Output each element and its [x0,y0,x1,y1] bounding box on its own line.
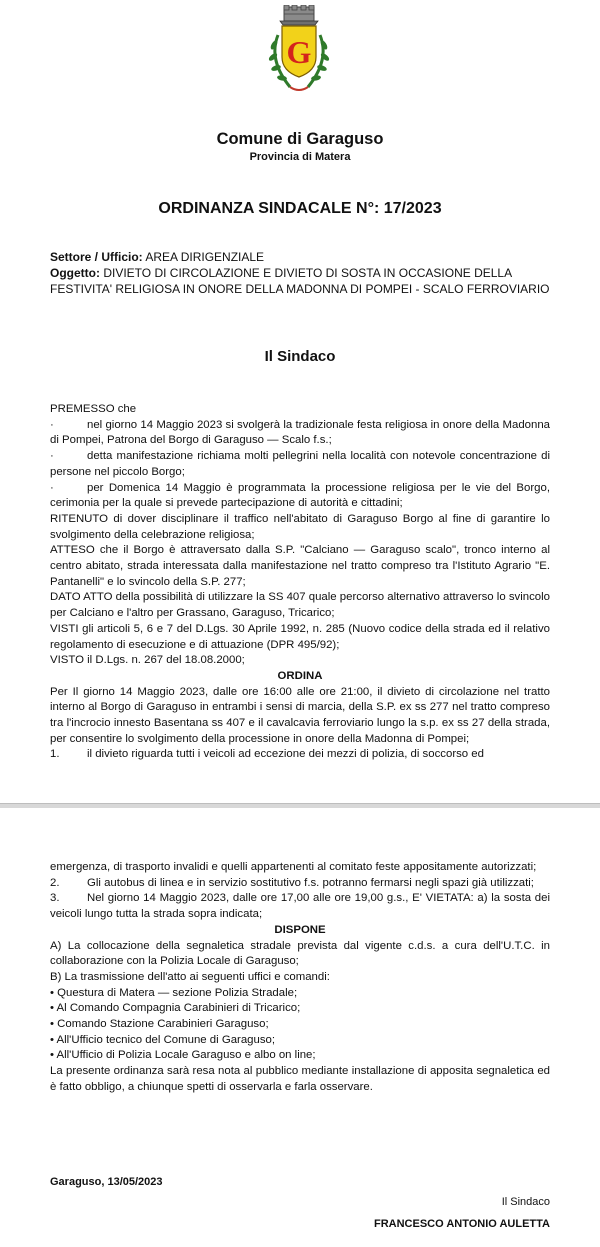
coat-of-arms-icon [262,5,336,105]
ritenuto-paragraph: RITENUTO di dover disciplinare il traffico nell'abitato di Garaguso Borgo al fine di garantire lo svolgimento della celebrazione religiosa; [50,512,550,541]
ordinance-title: ORDINANZA SINDACALE N°: 17/2023 [158,200,442,217]
premesso-item-3: · per Domenica 14 Maggio è programmata la processione religiosa per le vie del Borgo, cerimonia per la quale si prevede partecipazione di autorità e cittadini; [50,481,550,510]
recipient-item: • Questura di Matera — sezione Polizia Stradale; [50,986,298,999]
ordina-paragraph: Per Il giorno 14 Maggio 2023, dalle ore 16:00 alle ore 21:00, il divieto di circolazione nel tratto interno al Borgo di Garaguso in entrambi i sensi di marcia, della S.P. ex ss 277 nel tratto compreso tra l'incrocio innesto Basentana ss 407 e il cavalcavia ferroviario lungo la s.p. ex ss 27 della strada, per consentire lo svolgimento della processione in onore della Madonna di Pompei; [50,685,550,745]
dato-atto-paragraph: DATO ATTO della possibilità di utilizzare la SS 407 quale percorso alternativo attraverso lo svincolo per Calciano e l'altro per Grassano, Garaguso, Tricarico; [50,591,550,620]
recipient-item: • All'Ufficio di Polizia Locale Garaguso e albo on line; [50,1049,316,1062]
premesso-section [50,402,550,763]
premesso-label: PREMESSO che [50,403,137,415]
ordina-heading: ORDINA [277,669,323,682]
page2-body [50,860,550,1096]
signature-name: FRANCESCO ANTONIO AULETTA [374,1218,550,1230]
visti-paragraph: VISTI gli articoli 5, 6 e 7 del D.Lgs. 30 Aprile 1992, n. 285 (Nuovo codice della strada ed il relativo regolamento di esecuzione e di attuazione (DPR 495/92); [50,622,550,651]
dispone-heading: DISPONE [274,923,326,936]
oggetto-line [50,265,550,297]
svg-text:G: G [286,34,312,70]
recipient-item: • Comando Stazione Carabinieri Garaguso; [50,1018,269,1031]
settore-label: Settore / Ufficio: [50,250,143,264]
municipality-name: Comune di Garaguso [216,130,384,148]
ordina-item-1-cont: emergenza, di trasporto invalidi e quelli appartenenti al comitato feste appositamente autorizzati; [50,861,537,873]
atteso-paragraph: ATTESO che il Borgo è attraversato dalla S.P. "Calciano — Garaguso scalo", tronco interno al centro abitato, strada interessata dalla manifestazione nel tratto compreso tra l'Istituto Agrario "E. Pantanelli" e lo svincolo della S.P. 277; [50,544,550,588]
premesso-item-2: · detta manifestazione richiama molti pellegrini nella località con notevole concentrazione di persone nel piccolo Borgo; [50,450,550,478]
oggetto-value: DIVIETO DI CIRCOLAZIONE E DIVIETO DI SOSTA IN OCCASIONE DELLA FESTIVITA' RELIGIOSA IN ONORE DELLA MADONNA DI POMPEI - SCALO FERROVIARIO [50,266,550,296]
dispone-b: B) La trasmissione dell'atto ai seguenti uffici e comandi: [50,970,330,983]
sindaco-heading: Il Sindaco [264,348,336,365]
dispone-a: A) La collocazione della segnaletica stradale prevista dal vigente c.d.s. a cura dell'U.T.C. in collaborazione con la Polizia Locale di Garaguso; [50,939,550,968]
ordina-item-1-start: 1. il divieto riguarda tutti i veicoli ad eccezione dei mezzi di polizia, di soccorso ed [50,748,484,761]
ordina-item-3: 3. Nel giorno 14 Maggio 2023, dalle ore 17,00 alle ore 19,00 g.s., E' VIETATA: a) la sosta dei veicoli lungo tutta la strada sopra indicata; [50,892,550,921]
recipient-item: • All'Ufficio tecnico del Comune di Garaguso; [50,1033,276,1046]
oggetto-label: Oggetto: [50,266,100,280]
province-name: Provincia di Matera [249,151,351,163]
recipient-item: • Al Comando Compagnia Carabinieri di Tricarico; [50,1002,301,1015]
settore-value: AREA DIRIGENZIALE [145,250,265,264]
settore-line [50,249,550,265]
bullet: · [50,450,54,463]
premesso-item-1: · nel giorno 14 Maggio 2023 si svolgerà la tradizionale festa religiosa in onore della Madonna di Pompei, Patrona del Borgo di Garaguso — Scalo f.s.; [50,418,550,447]
signature-role: Il Sindaco [501,1196,550,1208]
meta-block [50,249,550,297]
ordina-item-2: 2. Gli autobus di linea e in servizio sostitutivo f.s. potranno fermarsi negli spazi già utilizzati; [50,876,534,889]
closing-paragraph: La presente ordinanza sarà resa nota al pubblico mediante installazione di apposita segnaletica ed è fatto obbligo, a chiunque spetti di osservarla e farla osservare. [50,1065,550,1093]
visto-paragraph: VISTO il D.Lgs. n. 267 del 18.08.2000; [50,654,245,667]
bullet: · [50,481,54,494]
signature-date: Garaguso, 13/05/2023 [50,1176,163,1188]
bullet: · [50,418,54,431]
